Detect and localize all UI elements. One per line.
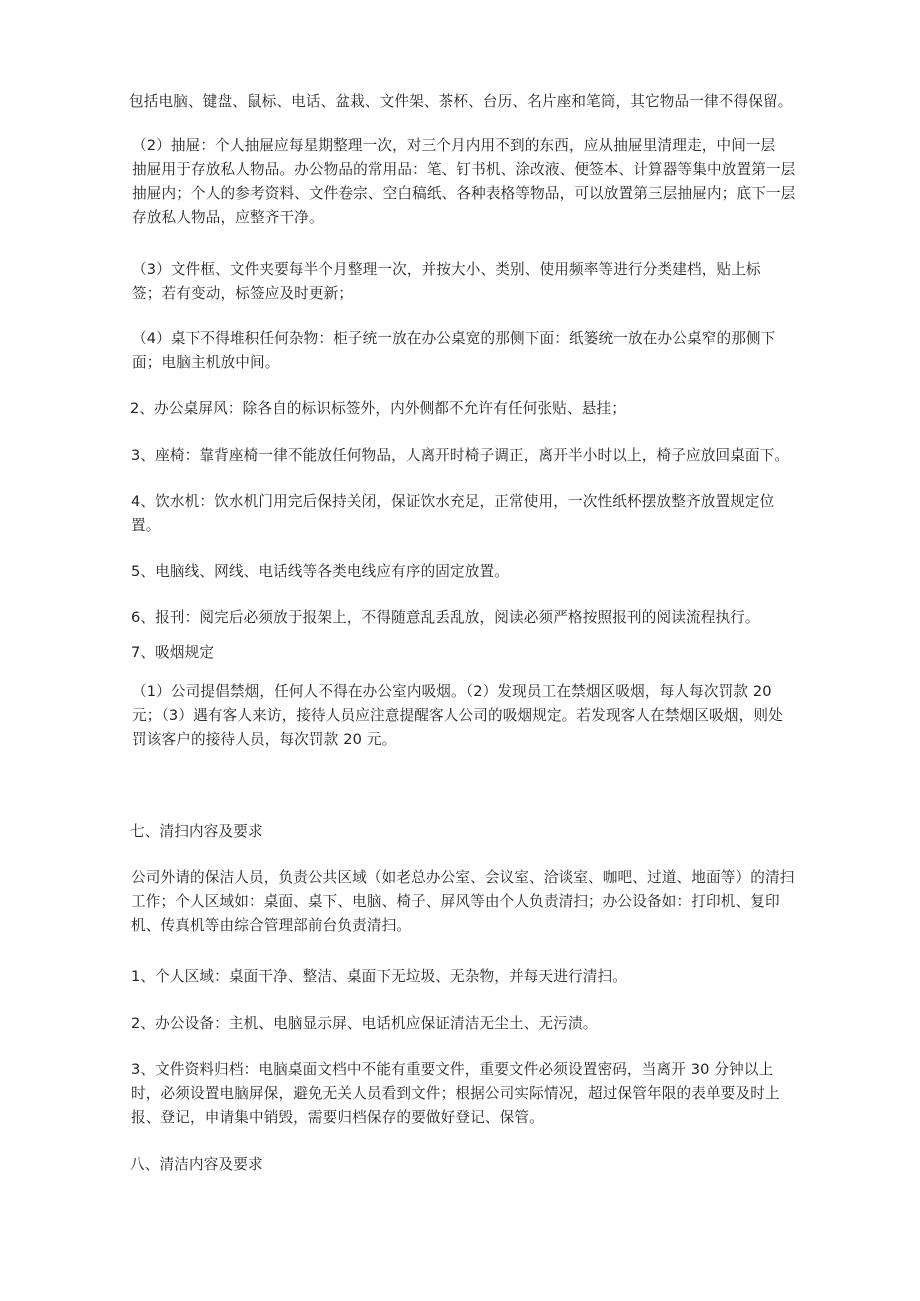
paragraph-desk-items: 包括电脑、键盘、鼠标、电话、盆栽、文件架、茶杯、台历、名片座和笔筒，其它物品一律不得保留。 [129, 93, 793, 110]
paragraph-drawer: （2）抽屉：个人抽屉应每星期整理一次，对三个月内用不到的东西，应从抽屉里清理走，中间一层 抽屉用于存放私人物品。办公物品的常用品：笔、钉书机、涂改液、便签本、计算器等集中放置第一层 抽屉内；个人的参考资料、文件卷宗、空白稿纸、各种表格等物品，可以放置第三层抽屉内；底下一层 存放私人物品，应整齐干净。 [132, 137, 796, 226]
paragraph-personal-area: 1、个人区域：桌面干净、整洁、桌面下无垃圾、无杂物，并每天进行清扫。 [131, 968, 627, 985]
paragraph-file-archive: 3、文件资料归档：电脑桌面文档中不能有重要文件，重要文件必须设置密码，当离开 30 分钟以上 时，必须设置电脑屏保，避免无关人员看到文件；根据公司实际情况，超过保管年限的表单要及时上 报、登记，申请集中销毁，需要归档保存的要做好登记、保管。 [131, 1061, 780, 1126]
paragraph-screen: 2、办公桌屏风：除各自的标识标签外，内外侧都不允许有任何张贴、悬挂； [130, 400, 626, 417]
paragraph-newspapers: 6、报刊：阅完后必须放于报架上，不得随意乱丢乱放，阅读必须严格按照报刊的阅读流程执行。 [131, 609, 760, 626]
paragraph-cleaning-staff: 公司外请的保洁人员，负责公共区域（如老总办公室、会议室、洽谈室、咖吧、过道、地面等）的清扫 工作；个人区域如：桌面、桌下、电脑、椅子、屏风等由个人负责清扫；办公设备如：打印机、复印 机、传真机等由综合管理部前台负责清扫。 [131, 869, 795, 934]
paragraph-cables: 5、电脑线、网线、电话线等各类电线应有序的固定放置。 [131, 563, 510, 580]
paragraph-water-dispenser: 4、饮水机：饮水机门用完后保持关闭，保证饮水充足，正常使用，一次性纸杯摆放整齐放置规定位 置。 [131, 493, 775, 534]
section-heading-cleanliness: 八、清洁内容及要求 [130, 1156, 263, 1173]
paragraph-file-frame: （3）文件框、文件夹要每半个月整理一次，并按大小、类别、使用频率等进行分类建档，贴上标 签；若有变动，标签应及时更新； [132, 261, 761, 302]
paragraph-smoking-rules: （1）公司提倡禁烟，任何人不得在办公室内吸烟。（2）发现员工在禁烟区吸烟，每人每次罚款 20 元；（3）遇有客人来访，接待人员应注意提醒客人公司的吸烟规定。若发现客人在禁烟区吸烟，则处 罚该客户的接待人员，每次罚款 20 元。 [132, 683, 783, 748]
paragraph-office-equipment: 2、办公设备：主机、电脑显示屏、电话机应保证清洁无尘土、无污渍。 [131, 1015, 598, 1032]
paragraph-chair: 3、座椅：靠背座椅一律不能放任何物品，人离开时椅子调正，离开半小时以上，椅子应放回桌面下。 [131, 447, 790, 464]
paragraph-smoking-heading: 7、吸烟规定 [131, 644, 215, 661]
paragraph-under-desk: （4）桌下不得堆积任何杂物：柜子统一放在办公桌宽的那侧下面：纸篓统一放在办公桌窄的那侧下 面；电脑主机放中间。 [132, 330, 776, 371]
section-heading-cleaning: 七、清扫内容及要求 [130, 823, 263, 840]
